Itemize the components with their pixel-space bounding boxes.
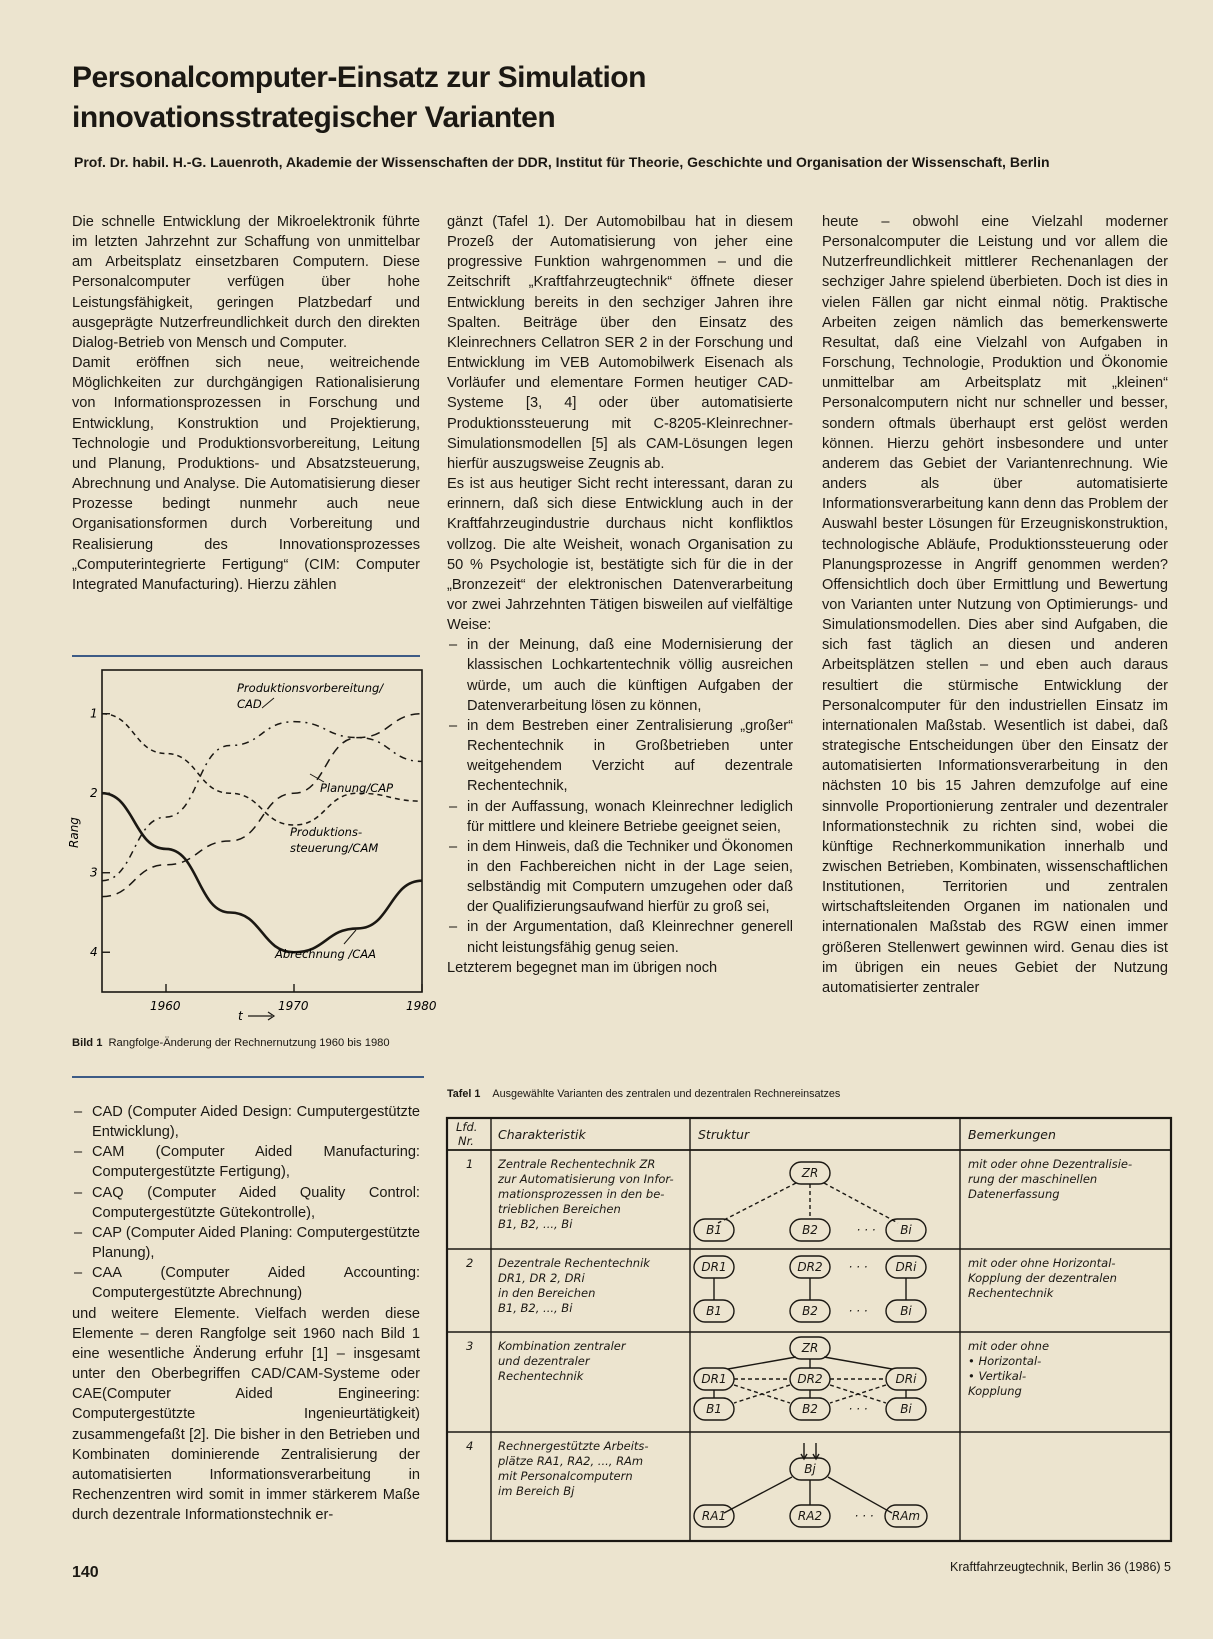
journal-reference: Kraftfahrzeugtechnik, Berlin 36 (1986) 5 [950,1560,1171,1574]
structure-node-label: RAm [891,1509,921,1523]
structure-ellipsis: · · · [848,1402,868,1416]
y-axis-label: Rang [67,817,81,848]
row-remark-line: mit oder ohne [968,1339,1050,1353]
structure-node-label: Bi [900,1402,912,1416]
caption-text: Rangfolge-Änderung der Rechnernutzung 1960 bis 1980 [108,1037,390,1049]
structure-ellipsis: · · · [848,1260,868,1274]
row-characteristic-line: mationsprozessen in den be- [498,1187,665,1201]
paragraph: gänzt (Tafel 1). Der Automobilbau hat in diesem Prozeß der Automatisierung von jeher eine progressive Funktion wahrgenommen – und die Zeitschrift „Kraftfahrzeugtechnik“ öffnete dieser Entwicklung bereits in den sechziger Jahren ihre Spalten. Beiträge über den Einsatz des Kleinrechners Cellatron SER 2 in der Forschung und Entwicklung im VEB Automobilwerk Eisenach als Vorläufer und elementare Formen heutiger CAD-Systeme [3, 4] oder über automatisierte Produktionssteuerung mit C-8205-Kleinrechner-Simulationsmodellen [5] als CAM-Lösungen legen hierfür auszugsweise Zeugnis ab. [447,214,793,472]
structure-link [824,1357,892,1369]
list-item: – CAM (Computer Aided Manufacturing: Computergestützte Fertigung), [72,1142,420,1182]
row-characteristic-line: Zentrale Rechentechnik ZR [498,1157,656,1171]
paragraph: Die schnelle Entwicklung der Mikroelektronik führte im letzten Jahrzehnt zur Schaffung von unmittelbar am Arbeitsplatz einsetzbaren Computern. Diese Personalcomputer verfügen über hohe Leistungsfähigkeit, geringen Platzbedarf und ausgeprägte Nutzerfreundlichkeit durch den direkten Dialog-Betrieb von Mensch und Computer. [72,214,420,351]
x-tick-label: 1970 [278,999,309,1013]
row-number: 4 [466,1439,474,1453]
row-characteristic-line: zur Automatisierung von Infor- [498,1172,674,1186]
column-2 [447,212,793,978]
header-nr-1: Lfd. [456,1120,478,1134]
article-title [72,58,1152,138]
list-item: – in dem Bestreben einer Zentralisierung „großer“ Rechentechnik in Großbetrieben unter weitgehendem Verzicht auf dezentrale Rechentechnik, [447,716,793,797]
structure-node-label: B1 [706,1223,722,1237]
label-cad: Produktionsvorbereitung/ [237,681,384,695]
caption-text: Ausgewählte Varianten des zentralen und dezentralen Rechnereinsatzes [492,1088,841,1100]
label-cam-1: Produktions- [290,825,363,839]
row-characteristic-line: und dezentraler [498,1354,590,1368]
header-structure: Struktur [698,1127,750,1142]
row-characteristic-line: Dezentrale Rechentechnik [498,1256,650,1270]
paragraph: Damit eröffnen sich neue, weitreichende Möglichkeiten zur durchgängigen Rationalisierung von Informationsprozessen in Forschung und Entwicklung, Konstruktion und Projektierung, Technologie und Produktionsvorbereitung, Leitung und Planung, Produktions- und Absatzsteuerung, Abrechnung und Analyse. Die Automatisierung dieser Prozesse bedingt nunmehr auch neue Organisationsformen durch Vorbereitung und Realisierung des Innovationsprozesses „Computerintegrierte Fertigung“ (CIM: Computer Integrated Manufacturing). Hierzu zählen [72,355,420,593]
paragraph: und weitere Elemente. Vielfach werden diese Elemente – deren Rangfolge seit 1960 nach Bild 1 eine wesentliche Änderung erfuhr [1] – insgesamt unter den Oberbegriffen CAD/CAM-Systeme oder CAE(Computer Aided Engineering: Computergestützte Ingenieurtätigkeit) zusammengefaßt [2]. Die bisher in den Betrieben und Kombinaten dominierende Zentralisierung der automatisierten Informationsverarbeitung in Rechenzentren wird somit in immer stärkerem Maße durch dezentrale Informationstechnik er- [72,1305,420,1524]
list-item: – CAP (Computer Aided Planing: Computergestützte Planung), [72,1223,420,1263]
structure-node-label: Bi [900,1304,912,1318]
list-item: – CAA (Computer Aided Accounting: Computergestützte Abrechnung) [72,1263,420,1303]
row-characteristic-line: mit Personalcomputern [498,1469,633,1483]
header-characteristic: Charakteristik [498,1127,586,1142]
title-line-2: innovationsstrategischer Varianten [72,101,556,134]
row-characteristic-line: B1, B2, ..., Bi [498,1217,573,1231]
row-number: 2 [466,1256,474,1270]
list-item: – in der Argumentation, daß Kleinrechner generell nicht leistungsfähig genug seien. [447,917,793,957]
list-item: – in der Auffassung, wonach Kleinrechner lediglich für mittlere und kleinere Betriebe geeignet seien, [447,797,793,837]
y-tick-label: 2 [90,786,98,801]
structure-node-label: ZR [801,1341,819,1355]
paragraph: Letzterem begegnet man im übrigen noch [447,959,718,976]
row-characteristic-line: B1, B2, ..., Bi [498,1301,573,1315]
row-characteristic-line: in den Bereichen [498,1286,596,1300]
row-number: 1 [466,1157,474,1171]
y-tick-label: 4 [90,945,98,960]
header-remarks: Bemerkungen [968,1127,1056,1142]
label-caa: Abrechnung /CAA [275,947,377,961]
label-cap: Planung/CAP [320,781,394,795]
structure-node-label: Bi [900,1223,912,1237]
x-tick-label: 1980 [406,999,437,1013]
list-item: – CAQ (Computer Aided Quality Control: Computergestützte Gütekontrolle), [72,1183,420,1223]
structure-node-label: DR2 [797,1372,823,1386]
divider [72,1076,424,1078]
structure-node-label: DR1 [701,1260,727,1274]
row-characteristic-line: DR1, DR 2, DRi [498,1271,585,1285]
structure-node-label: DRi [895,1372,917,1386]
structure-node-label: B2 [802,1223,818,1237]
paragraph: heute – obwohl eine Vielzahl moderner Personalcomputer die Leistung und vor allem die Nutzerfreundlichkeit mittlerer Rechenanlagen der sechziger Jahre spielend überbieten. Doch ist dies in vielen Fällen gar nicht einmal nötig. Praktische Arbeiten zeigen nämlich das bemerkenswerte Resultat, daß eine Vielzahl von Aufgaben in Forschung, Technologie, Produktion und Ökonomie unmittelbar am Arbeitsplatz mit „kleinen“ Personalcomputern nicht nur schneller und besser, sondern oftmals überhaupt erst gelöst werden können. Hierzu gehört insbesondere und unter anderem das Gebiet der Variantenrechnung. Wie anders als über automatisierte Informationsverarbeitung kann denn das Problem der Auswahl bester Lösungen für Erzeugniskonstruktion, technologische Abläufe, Produktionssteuerung oder Planungsprozesse in Angriff genommen werden? Offensichtlich doch über Ermittlung und Bewertung von Varianten unter Nutzung von Optimierungs- und Simulationsmodellen. Dies aber sind Aufgaben, die sich fast täglich an diesen und anderen Arbeitsplätzen stellen – und eben auch daraus resultiert die stürmische Entwicklung der Personalcomputer für den industriellen Einsatz im internationalen Maßstab. Wesentlich ist dabei, daß strategische Entscheidungen über den Einsatz der automatisierten Informationsverarbeitung in den nächsten 10 bis 15 Jahren demzufolge auf eine sinnvolle Proportionierung zentraler und dezentraler Informationstechnik zu richten sind, wobei die künftige Rechnerkommunikation innerhalb und zwischen Betrieben, Kombinaten, wissenschaftlichen Institutionen, Territorien und zentralen wirtschaftsleitenden Organen im nationalen und internationalen Maßstab des RGW einen immer größeren Stellenwert gewinnen wird. Genau dies ist im übrigen ein neues Gebiet der Nutzung automatisierter zentraler [822,214,1168,996]
structure-node-label: RA1 [701,1509,727,1523]
label-cam-2: steuerung/CAM [290,841,379,855]
figure-1-chart [67,668,437,1038]
x-axis-label: t [238,1009,243,1023]
row-characteristic-line: Kombination zentraler [498,1339,626,1353]
series-line-1 [102,714,422,897]
structure-ellipsis: · · · [854,1509,874,1523]
structure-node-label: Bj [804,1462,816,1476]
figure-1-caption [72,1036,424,1051]
series-line-2 [102,714,422,825]
y-tick-label: 1 [90,706,98,721]
structure-link [728,1357,796,1369]
caption-label: Tafel 1 [447,1088,481,1100]
row-remark-line: mit oder ohne Dezentralisie- [968,1157,1133,1171]
structure-node-label: B2 [802,1304,818,1318]
header-nr-2: Nr. [458,1134,474,1148]
label-cad-2: CAD [237,697,262,711]
list-item: – in dem Hinweis, daß die Techniker und Ökonomen in den Fachbereichen nicht in der Lage seien, selbständig mit Computern umzugehen oder daß der Qualifizierungsaufwand hierfür zu groß sei, [447,837,793,918]
title-line-1: Personalcomputer-Einsatz zur Simulation [72,61,646,94]
structure-node-label: B2 [802,1402,818,1416]
structure-node-label: ZR [801,1166,819,1180]
row-remark-line: • Vertikal- [968,1369,1027,1383]
page-number: 140 [72,1564,99,1581]
column-1-upper [72,212,420,595]
paragraph: Es ist aus heutiger Sicht recht interessant, daran zu erinnern, daß sich diese Entwicklung auch in der Kraftfahrzeugindustrie durchaus nicht konfliktlos vollzog. Die alte Weisheit, wonach Organisation zu 50 % Psychologie ist, bestätigte sich für die in der „Bronzezeit“ der elektronischen Datenverarbeitung vor zwei Jahrzehnten Tätigen bisweilen auf vielfältige Weise: [447,476,793,634]
table-1-caption [447,1087,1167,1101]
series-line-0 [102,722,422,881]
row-remark-line: Rechentechnik [968,1286,1054,1300]
row-characteristic-line: im Bereich Bj [498,1484,575,1498]
structure-node-label: B1 [706,1402,722,1416]
list-item: – CAD (Computer Aided Design: Cumputergestützte Entwicklung), [72,1102,420,1142]
structure-node-label: DR1 [701,1372,727,1386]
list-item: – in der Meinung, daß eine Modernisierung der klassischen Lochkartentechnik völlig ausreichen würde, um auch die künftigen Aufgaben der Datenverarbeitung lösen zu können, [447,635,793,716]
row-remark-line: mit oder ohne Horizontal- [968,1256,1116,1270]
structure-link [828,1477,892,1513]
row-characteristic-line: Rechnergestützte Arbeits- [498,1439,649,1453]
row-number: 3 [466,1339,474,1353]
structure-ellipsis: · · · [856,1223,876,1237]
row-characteristic-line: trieblichen Bereichen [498,1202,621,1216]
row-characteristic-line: Rechentechnik [498,1369,584,1383]
x-tick-label: 1960 [150,999,181,1013]
caption-label: Bild 1 [72,1037,103,1049]
row-remark-line: • Horizontal- [968,1354,1042,1368]
column-3 [822,212,1168,998]
row-remark-line: Kopplung der dezentralen [968,1271,1117,1285]
divider [72,655,420,657]
structure-link [724,1477,792,1513]
structure-node-label: DRi [895,1260,917,1274]
author-affiliation: Prof. Dr. habil. H.-G. Lauenroth, Akademie der Wissenschaften der DDR, Institut für Theorie, Geschichte und Organisation der Wissenschaft, Berlin [74,154,1050,170]
column-1-lower [72,1102,420,1525]
row-characteristic-line: plätze RA1, RA2, ..., RAm [498,1454,644,1468]
structure-node-label: DR2 [797,1260,823,1274]
structure-link [718,1183,796,1223]
structure-node-label: RA2 [797,1509,823,1523]
row-remark-line: rung der maschinellen [968,1172,1098,1186]
plot-frame [102,670,422,992]
table-1 [446,1117,1172,1542]
structure-ellipsis: · · · [848,1304,868,1318]
y-tick-label: 3 [90,865,98,880]
structure-node-label: B1 [706,1304,722,1318]
row-remark-line: Kopplung [968,1384,1022,1398]
row-remark-line: Datenerfassung [968,1187,1060,1201]
structure-link [824,1183,898,1223]
